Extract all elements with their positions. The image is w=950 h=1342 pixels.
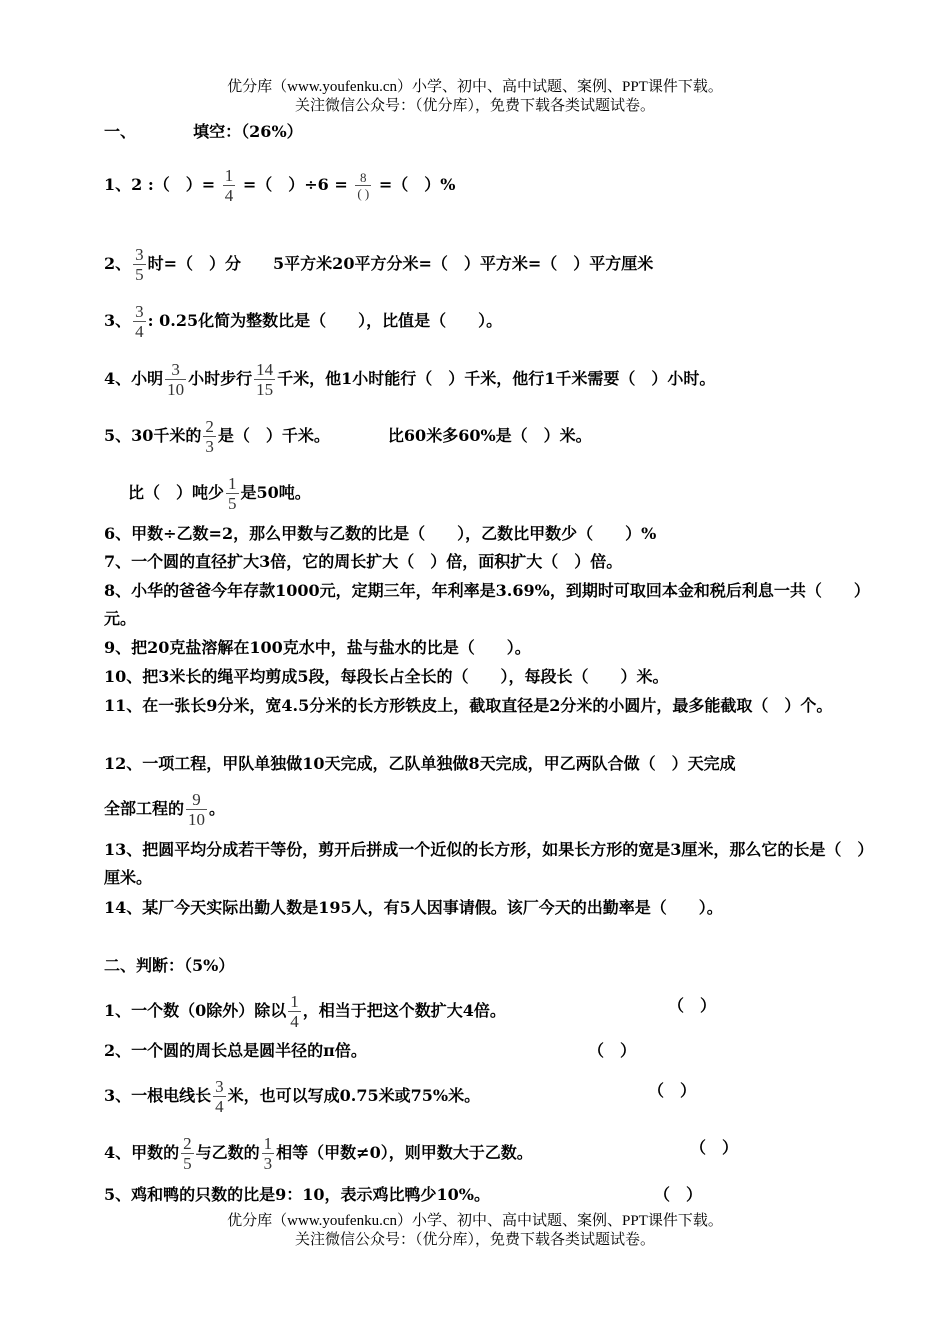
header-line-2: 关注微信公众号：（优分库），免费下载各类试题试卷。 [294,98,655,114]
question-10: 10、把3米长的绳平均剪成5段，每段长占全长的（ ），每段长（ ）米。 [104,667,669,686]
q5b-part-b: 是50吨。 [240,483,311,502]
q3-fraction: $\frac{3}{4}$ [135,302,144,341]
section2-title: 二、判断：（5%） [104,956,235,975]
question-1 [104,166,455,205]
footer-line-2: 关注微信公众号：（优分库），免费下载各类试题试卷。 [294,1232,655,1248]
question-12: 12、一项工程，甲队单独做10天完成，乙队单独做8天完成，甲乙两队合做（ ）天完成 [104,754,736,773]
j1-answer-paren[interactable]: （ ） [668,996,717,1015]
q2-fraction: $\frac{3}{5}$ [135,245,144,284]
judgment-4 [104,1134,533,1173]
question-14: 14、某厂今天实际出勤人数是195人，有5人因事请假。该厂今天的出勤率是（ ）。 [104,898,723,917]
judgment-2: 2、一个圆的周长总是圆半径的π倍。 [104,1041,367,1060]
judgment-1 [104,992,506,1031]
q5-part-c: 比60米多60%是（ ）米。 [387,426,592,445]
j4-part-c: 相等（甲数≠0），则甲数大于乙数。 [276,1143,533,1162]
q5-fraction: $\frac{2}{3}$ [205,417,214,456]
j4-part-a: 4、甲数的 [104,1143,180,1162]
q12-part-b: 。 [209,799,226,818]
q2-part-b: 时=（ ）分 5平方米20平方分米=（ ）平方米=（ ）平方厘米 [147,254,654,273]
q1-fraction-2: $\frac{8}{( )}$ [357,170,370,201]
j4-part-b: 与乙数的 [195,1143,260,1162]
j3-part-b: 米，也可以写成0.75米或75%米。 [227,1086,481,1105]
q4-part-b: 小时步行 [188,369,253,388]
j3-answer-paren[interactable]: （ ） [648,1081,697,1100]
question-12-continued [104,790,225,829]
q5b-fraction: $\frac{1}{5}$ [228,474,237,513]
q5b-part-a: 比（ ）吨少 [128,483,225,502]
j4-fraction-2: $\frac{1}{3}$ [263,1134,273,1173]
question-9: 9、把20克盐溶解在100克水中，盐与盐水的比是（ ）。 [104,638,531,657]
question-3 [104,302,502,341]
j2-answer-paren[interactable]: （ ） [588,1041,637,1060]
q1-part-a: 1、2 :（ ）= [104,175,216,194]
question-2 [104,245,653,284]
q1-fraction-1: $\frac{1}{4}$ [224,166,234,205]
section1-number: 一、 [104,122,137,141]
question-8: 8、小华的爸爸今年存款1000元，定期三年，年利率是3.69%，到期时可取回本金和税后利息一共（ ）元。 [104,581,870,628]
question-6: 6、甲数÷乙数=2，那么甲数与乙数的比是（ ），乙数比甲数少（ ）% [104,524,657,543]
q12-part-a: 全部工程的 [104,799,185,818]
q1-part-b: =（ ）÷6 = [242,175,348,194]
q3-part-b: : 0.25化简为整数比是（ ），比值是（ ）。 [147,311,503,330]
j1-part-a: 1、一个数（0除外）除以 [104,1001,287,1020]
j5-answer-paren[interactable]: （ ） [654,1185,703,1204]
q1-part-c: =（ ）% [378,175,456,194]
q4-fraction-1: $\frac{3}{10}$ [167,360,185,399]
q4-part-c: 千米，他1小时能行（ ）千米，他行1千米需要（ ）小时。 [277,369,716,388]
footer-line-1: 优分库（www.youfenku.cn）小学、初中、高中试题、案例、PPT课件下载。 [227,1213,723,1229]
q5-part-b: 是（ ）千米。 [217,426,330,445]
section1-title: 填空：（26%） [193,122,303,141]
judgment-5: 5、鸡和鸭的只数的比是9：10，表示鸡比鸭少10%。 [104,1185,491,1204]
question-5-continued [128,474,311,513]
q4-fraction-2: $\frac{14}{15}$ [256,360,274,399]
header-line-1: 优分库（www.youfenku.cn）小学、初中、高中试题、案例、PPT课件下载。 [227,79,723,95]
j1-part-b: ，相当于把这个数扩大4倍。 [302,1001,506,1020]
q5-part-a: 5、30千米的 [104,426,202,445]
q2-part-a: 2、 [104,254,132,273]
j3-fraction: $\frac{3}{4}$ [215,1077,224,1116]
question-4 [104,360,715,399]
judgment-3 [104,1077,480,1116]
q12-fraction: $\frac{9}{10}$ [188,790,206,829]
j1-fraction: $\frac{1}{4}$ [290,992,299,1031]
question-5 [104,417,592,456]
j3-part-a: 3、一根电线长 [104,1086,212,1105]
section1-heading [104,118,303,146]
j4-fraction-1: $\frac{2}{5}$ [183,1134,192,1173]
q4-part-a: 4、小明 [104,369,164,388]
j4-answer-paren[interactable]: （ ） [690,1138,739,1157]
question-11: 11、在一张长9分米，宽4.5分米的长方形铁皮上，截取直径是2分米的小圆片，最多能截取（ ）个。 [104,696,833,715]
q3-part-a: 3、 [104,311,132,330]
question-13: 13、把圆平均分成若干等份，剪开后拼成一个近似的长方形，如果长方形的宽是3厘米，那么它的长是（ ）厘米。 [104,840,874,887]
question-7: 7、一个圆的直径扩大3倍，它的周长扩大（ ）倍，面积扩大（ ）倍。 [104,552,623,571]
